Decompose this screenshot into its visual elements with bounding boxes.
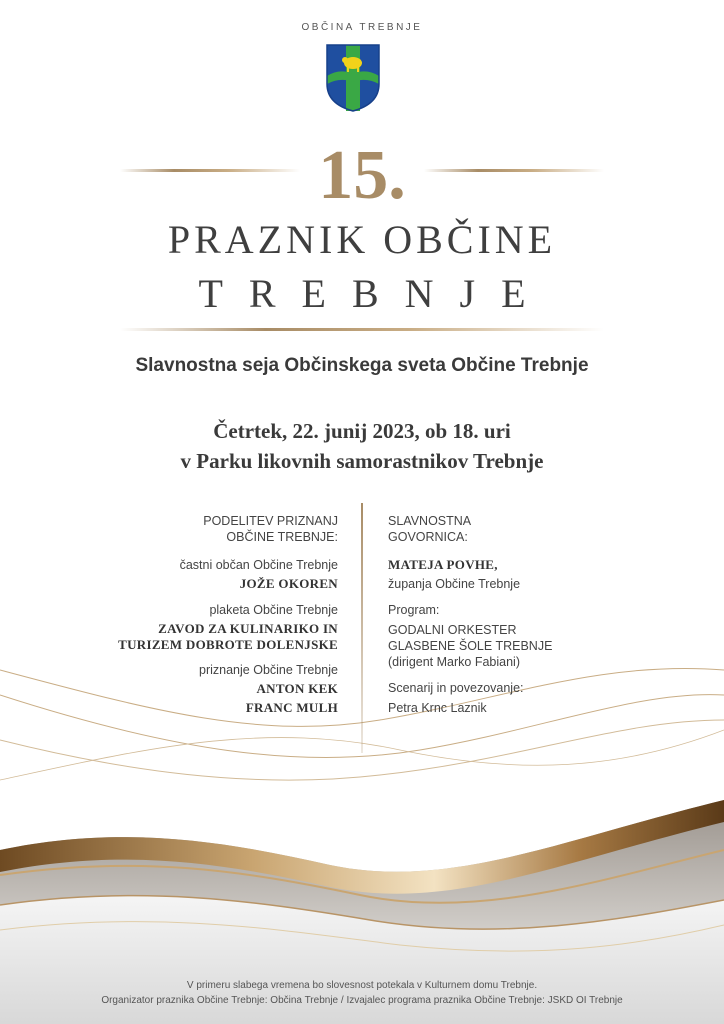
footer-weather-note: V primeru slabega vremena bo slovesnost potekala v Kulturnem domu Trebnje. bbox=[186, 980, 538, 991]
municipality-name: OBČINA TREBNJE bbox=[301, 22, 423, 33]
title-line-2: TREBNJE bbox=[198, 271, 552, 316]
gold-rule-bottom bbox=[120, 328, 604, 331]
speaker-role: županja Občine Trebnje bbox=[388, 577, 521, 591]
awards-heading bbox=[203, 513, 338, 545]
coat-of-arms-icon bbox=[326, 44, 380, 112]
speaker-name: MATEJA POVHE, bbox=[388, 557, 498, 572]
award-name-2: FRANC MULH bbox=[245, 700, 338, 715]
orchestra-line3: (dirigent Marko Fabiani) bbox=[388, 655, 520, 669]
column-divider bbox=[361, 503, 363, 753]
event-subtitle: Slavnostna seja Občinskega sveta Občine Trebnje bbox=[135, 355, 589, 376]
script-label: Scenarij in povezovanje: bbox=[388, 681, 524, 695]
speaker-heading-line2: GOVORNICA: bbox=[388, 530, 468, 544]
plaque-name-line2: TURIZEM DOBROTE DOLENJSKE bbox=[118, 637, 338, 652]
program-label: Program: bbox=[388, 603, 440, 617]
speaker-block bbox=[388, 557, 520, 592]
award-block bbox=[199, 662, 338, 716]
awards-heading-line1: PODELITEV PRIZNANJ bbox=[203, 514, 338, 528]
plaque-name-line1: ZAVOD ZA KULINARIKO IN bbox=[158, 621, 338, 636]
footer-organizer-note: Organizator praznika Občine Trebnje: Občina Trebnje / Izvajalec programa praznika Občine Trebnje: JSKD OI Trebnje bbox=[101, 995, 623, 1006]
title-line-1: PRAZNIK OBČINE bbox=[167, 217, 557, 262]
honorary-label: častni občan Občine Trebnje bbox=[179, 558, 338, 572]
edition-number: 15. bbox=[318, 137, 406, 214]
event-venue: v Parku likovnih samorastnikov Trebnje bbox=[180, 449, 544, 473]
honorary-name: JOŽE OKOREN bbox=[239, 576, 338, 591]
honorary-citizen-block bbox=[180, 557, 338, 592]
script-block bbox=[388, 680, 524, 716]
event-date: Četrtek, 22. junij 2023, ob 18. uri bbox=[213, 419, 511, 443]
orchestra-line1: GODALNI ORKESTER bbox=[388, 623, 517, 637]
orchestra-line2: GLASBENE ŠOLE TREBNJE bbox=[388, 639, 553, 653]
program-block bbox=[388, 602, 552, 670]
awards-heading-line2: OBČINE TREBNJE: bbox=[226, 530, 338, 544]
plaque-block bbox=[118, 602, 338, 653]
speaker-heading bbox=[388, 513, 471, 545]
award-name-1: ANTON KEK bbox=[256, 681, 338, 696]
plaque-label: plaketa Občine Trebnje bbox=[209, 603, 338, 617]
award-label: priznanje Občine Trebnje bbox=[199, 663, 338, 677]
script-name: Petra Krnc Laznik bbox=[388, 701, 487, 715]
speaker-heading-line1: SLAVNOSTNA bbox=[388, 514, 472, 528]
